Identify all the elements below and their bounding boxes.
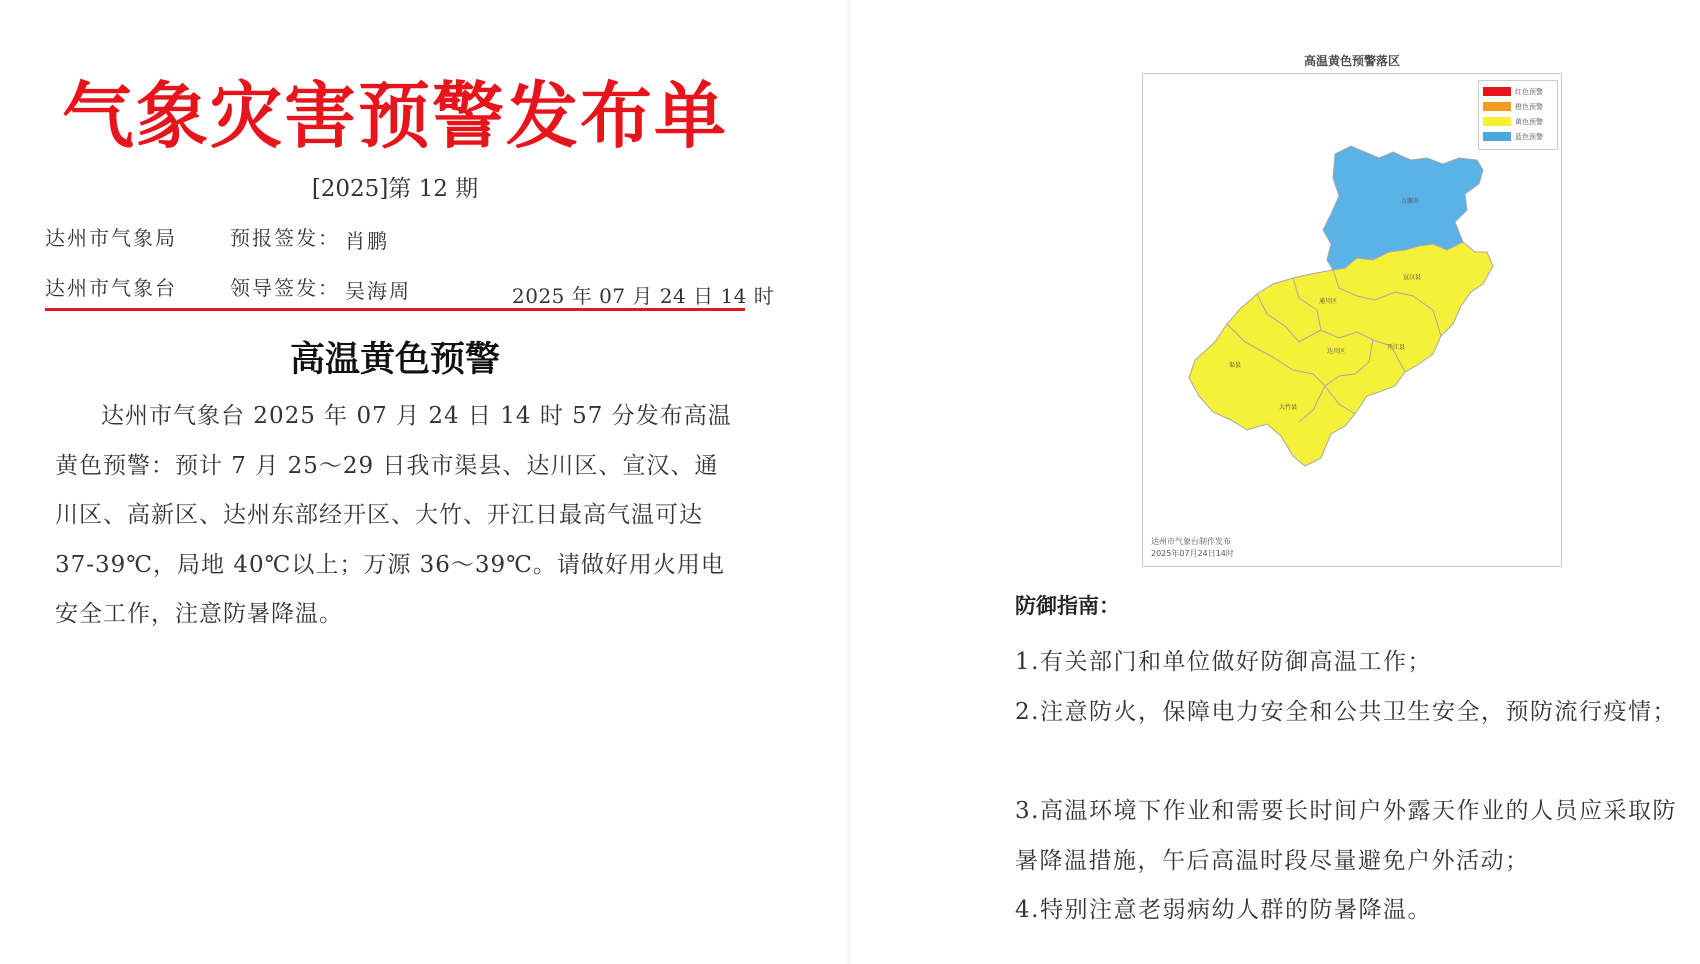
legend-swatch-yellow xyxy=(1483,117,1511,126)
issue-date: 2025 年 07 月 24 日 14 时 xyxy=(512,284,775,308)
guide-item: 3.高温环境下作业和需要长时间户外露天作业的人员应采取防暑降温措施，午后高温时段尽量避免户外活动； xyxy=(1015,798,1677,874)
legend-swatch-red xyxy=(1483,87,1511,96)
legend-label: 橙色预警 xyxy=(1515,103,1543,111)
issue-number: [2025]第 12 期 xyxy=(311,176,479,202)
red-divider xyxy=(45,308,745,311)
guide-item: 1.有关部门和单位做好防御高温工作； xyxy=(1015,649,1432,675)
warning-title: 高温黄色预警 xyxy=(289,340,500,380)
forecast-signer: 肖鹏 xyxy=(345,229,389,253)
legend-label: 蓝色预警 xyxy=(1515,133,1543,141)
legend-label: 黄色预警 xyxy=(1515,118,1543,126)
leader-signer: 吴海周 xyxy=(345,279,411,303)
issuing-org: 达州市气象局 xyxy=(45,226,177,250)
legend-item-yellow xyxy=(1483,115,1557,129)
district-label: 通川区 xyxy=(1319,298,1338,305)
district-label: 开江县 xyxy=(1387,344,1406,351)
warning-map xyxy=(1142,54,1562,567)
district-label: 渠县 xyxy=(1229,362,1242,369)
issuing-station: 达州市气象台 xyxy=(45,276,177,300)
guide-item: 4.特别注意老弱病幼人群的防暑降温。 xyxy=(1015,897,1432,923)
legend-item-blue xyxy=(1483,130,1557,144)
district-label: 达川区 xyxy=(1327,348,1346,355)
legend-swatch-blue xyxy=(1483,132,1511,141)
legend-item-red xyxy=(1483,85,1557,99)
leader-sign-label: 领导签发： xyxy=(230,276,340,300)
district-label: 宣汉县 xyxy=(1403,274,1422,281)
map-legend xyxy=(1478,80,1558,150)
guide-heading: 防御指南： xyxy=(1015,594,1120,618)
map-footer-line1: 达州市气象台制作发布 xyxy=(1151,537,1231,546)
legend-label: 红色预警 xyxy=(1515,88,1543,96)
map-footer xyxy=(1151,536,1234,560)
forecast-sign-label: 预报签发： xyxy=(230,226,340,250)
district-label: 万源市 xyxy=(1401,198,1420,205)
warning-body: 达州市气象台 2025 年 07 月 24 日 14 时 57 分发布高温黄色预警：预计 7 月 25～29 日我市渠县、达川区、宣汉、通川区、高新区、达州东部经开区、大竹、开江日最高气温可达 37-39℃，局地 40℃以上；万源 36～39℃。请做好用火用电安全工作，注意防暑降温。 xyxy=(55,403,732,627)
legend-item-orange xyxy=(1483,100,1557,114)
map-title: 高温黄色预警落区 xyxy=(1303,54,1400,68)
guide-item: 2.注意防火，保障电力安全和公共卫生安全，预防流行疫情； xyxy=(1015,699,1677,725)
district-label: 大竹县 xyxy=(1279,404,1298,411)
map-footer-line2: 2025年07月24日14时 xyxy=(1151,549,1234,558)
legend-swatch-orange xyxy=(1483,102,1511,111)
bulletin-title: 气象灾害预警发布单 xyxy=(61,74,728,158)
